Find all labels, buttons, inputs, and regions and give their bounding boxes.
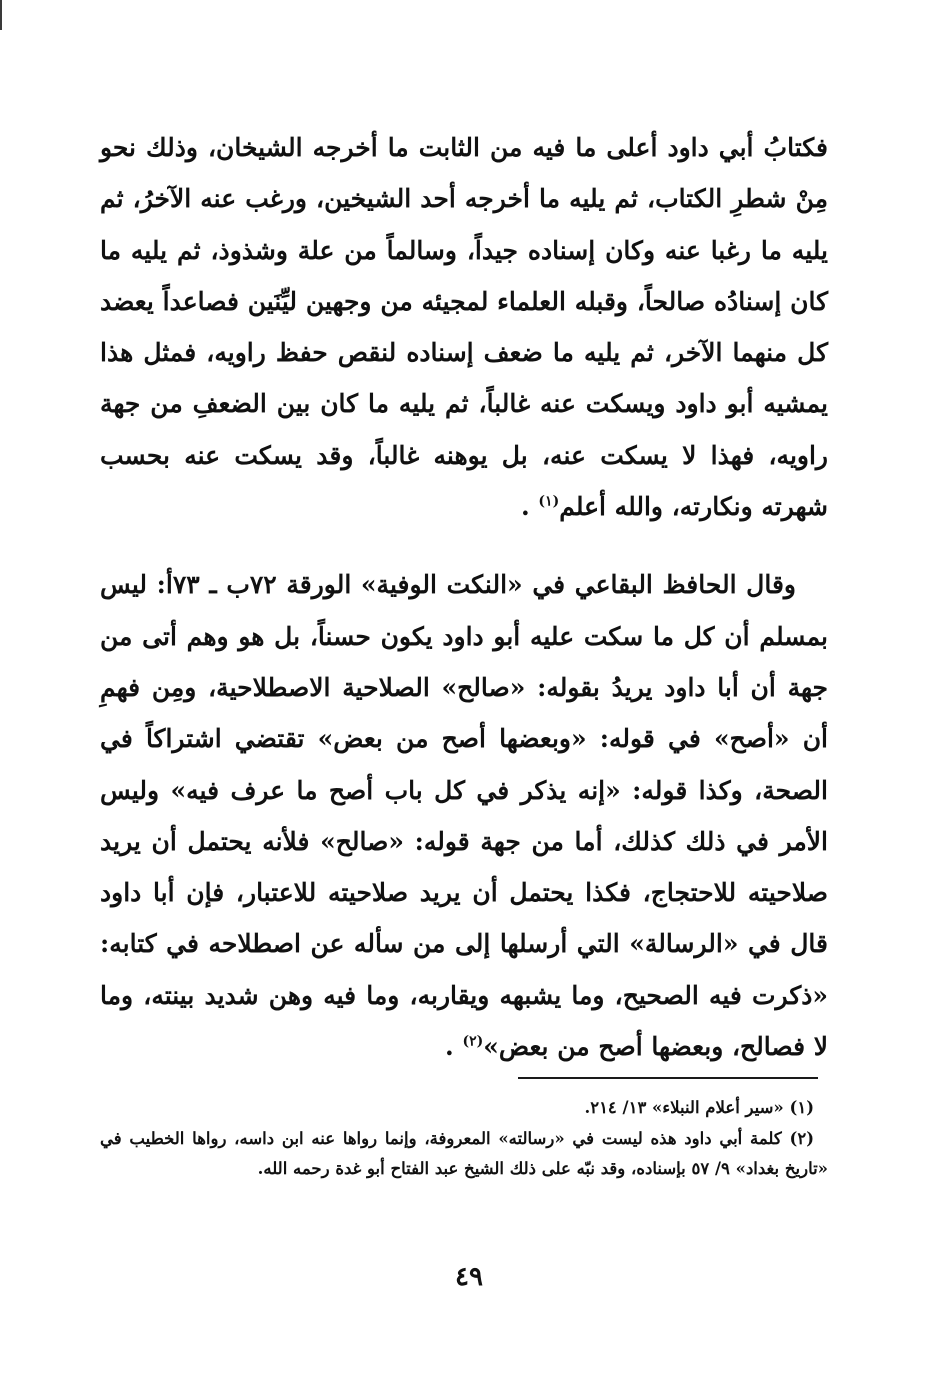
page-number: ٤٩ [455,1262,483,1292]
paragraph-1-text: فكتابُ أبي داود أعلى ما فيه من الثابت ما أخرجه الشيخان، وذلك نحو مِنْ شطرِ الكتاب، ثم يليه ما أخرجه أحد الشيخين، ورغب عنه الآخرُ، ثم يليه ما رغبا عنه وكان إسناده جيداً، وسالماً من علة وشذوذ، ثم يليه ما كان إسنادُه صالحاً، وقبله العلماء لمجيئه من وجهين ليِّنَين فصاعداً يعضد كل منهما الآخر، ثم يليه ما ضعف إسناده لنقص حفظ راويه، فمثل هذا يمشيه أبو داود ويسكت عنه غالباً، ثم يليه ما كان بين الضعفِ من جهة راويه، فهذا لا يسكت عنه، بل يوهنه غالباً، وقد يسكت عنه بحسب شهرته ونكارته، والله أعلم [100,133,828,522]
footnotes [100,1093,828,1185]
footnote-2 [100,1124,828,1185]
footnote-ref-1[interactable]: (١) [538,493,560,510]
paragraph-1 [100,122,828,532]
footnote-2-number: (٢) [789,1128,814,1148]
footnote-separator [518,1077,818,1079]
footnote-1 [100,1093,828,1124]
paragraph-1-tail: . [520,492,530,522]
paragraph-2: وقال الحافظ البقاعي في «النكت الوفية» الورقة ٧٢ب ـ ٧٣أ: ليس بمسلم أن كل ما سكت عليه أبو داود يكون حسناً، بل هو وهم أتى من جهة أن أبا داود يريدُ بقوله: «صالح» الصلاحية الاصطلاحية، ومِن فهمِ أن «أصح» في قوله: «وبعضها أصح من بعض» تقتضي اشتراكاً في الصحة، وكذا قوله: «إنه يذكر في كل باب أصح ما عرف فيه» وليس الأمر في ذلك كذلك، أما من جهة قوله: «صالح» فلأنه يحتمل أن يريد صلاحيته للاحتجاج، فكذا يحتمل أن يريد صلاحيته للاعتبار، فإن أبا داود قال في «الرسالة» التي أرسلها إلى من سأله عن اصطلاحه في كتابه: «ذكرت فيه الصحيح، وما يشبهه ويقاربه، وما فيه وهن شديد بينته، وما لا فصالح، وبعضها أصح من بعض»$^{(٢)}$ . [100,570,828,1062]
page-edge-mark [0,0,2,30]
footnote-ref-2[interactable]: (٢) [462,1033,484,1050]
paragraph-2-tail: . [445,1032,454,1062]
footnote-1-text: «سير أعلام النبلاء» ١٣/ ٢١٤. [584,1098,784,1117]
footnote-2-text: كلمة أبي داود هذه ليست في «رسالته» المعروفة، وإنما رواها عنه ابن داسه، رواها الخطيب في «تاريخ بغداد» ٩/ ٥٧ بإسناده، وقد نبّه على ذلك الشيخ عبد الفتاح أبو غدة رحمه الله. [100,1128,828,1178]
paragraph-2-text: وقال الحافظ البقاعي في «النكت الوفية» الورقة ٧٢ب ـ ٧٣أ: ليس بمسلم أن كل ما سكت عليه أبو داود يكون حسناً، بل هو وهم أتى من جهة أن أبا داود يريدُ بقوله: «صالح» الصلاحية الاصطلاحية، ومِن فهمِ أن «أصح» في قوله: «وبعضها أصح من بعض» تقتضي اشتراكاً في الصحة، وكذا قوله: «إنه يذكر في كل باب أصح ما عرف فيه» وليس الأمر في ذلك كذلك، أما من جهة قوله: «صالح» فلأنه يحتمل أن يريد صلاحيته للاحتجاج، فكذا يحتمل أن يريد صلاحيته للاعتبار، فإن أبا داود قال في «الرسالة» التي أرسلها إلى من سأله عن اصطلاحه في كتابه: «ذكرت فيه الصحيح، وما يشبهه ويقاربه، وما فيه وهن شديد بينته، وما لا فصالح، وبعضها أصح من بعض [100,570,828,1062]
main-text [100,122,828,1072]
footnote-1-number: (١) [789,1098,814,1117]
